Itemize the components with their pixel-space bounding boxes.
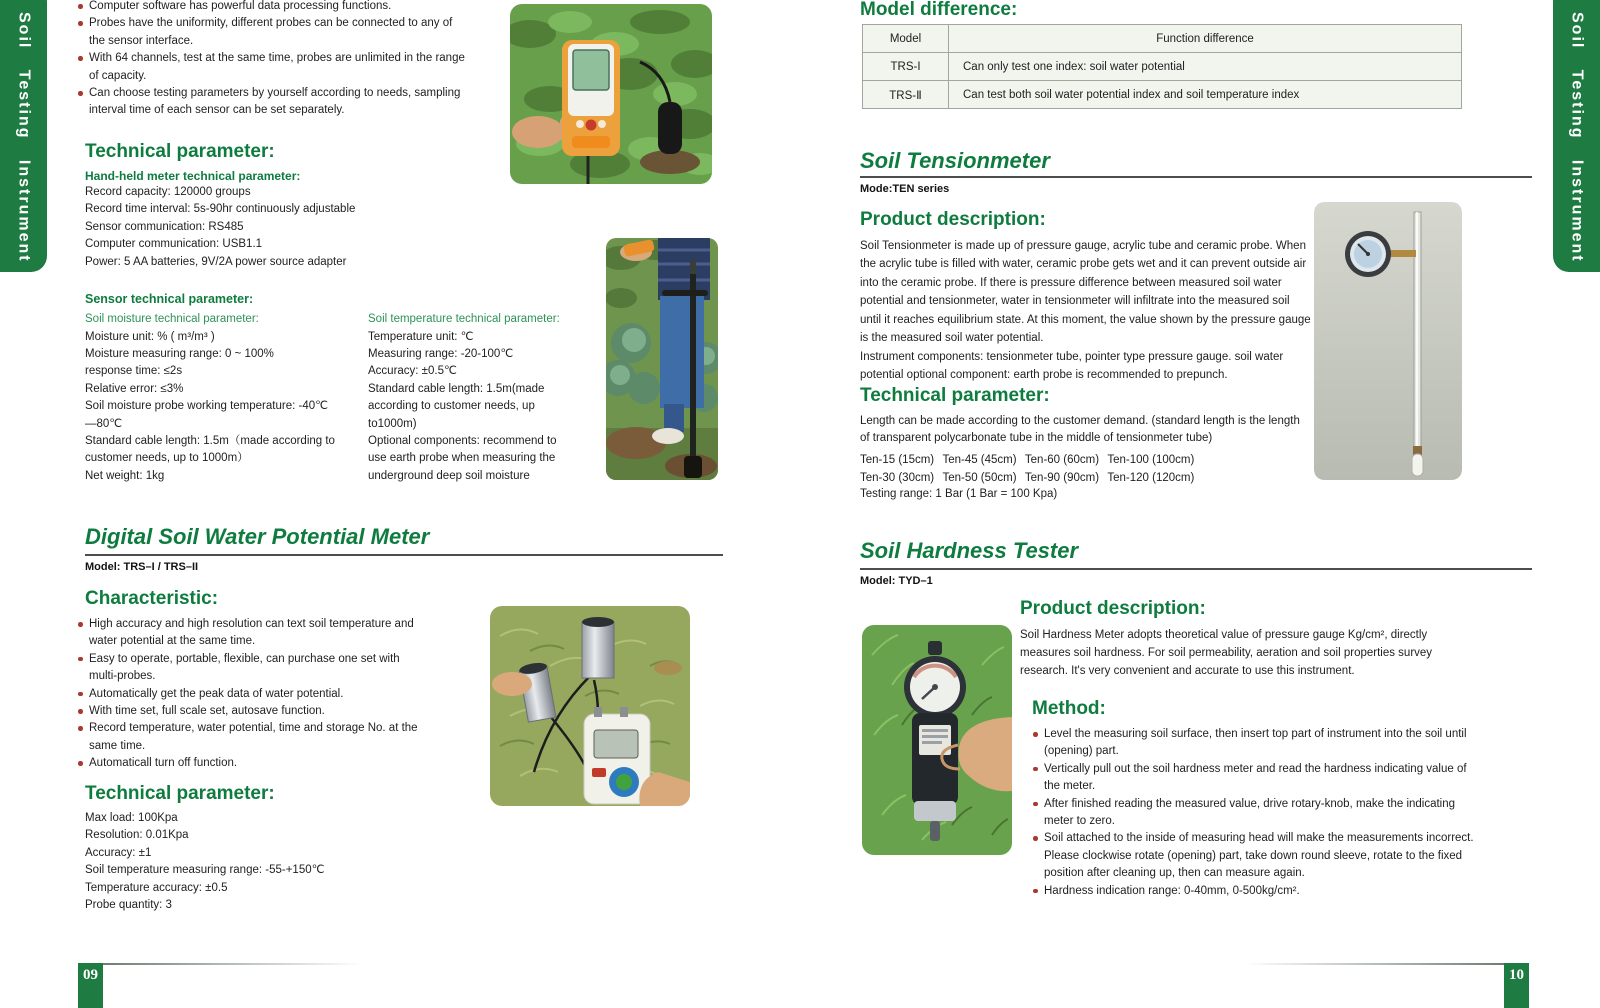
hardness-description-heading: Product description: [1020,598,1206,619]
tensionmeter-technical-heading: Technical parameter: [860,385,1050,406]
table-cell-model: TRS-Ⅱ [863,81,949,109]
title-rule [860,568,1532,570]
tensionmeter-sizes-row1 [860,450,1194,468]
spec-line: Probe quantity: 3 [85,899,172,912]
tensionmeter-components-paragraph: Instrument components: tensionmeter tube, pointer type pressure gauge. soil water potential optional component: earth probe is recommended to prepunch. [860,351,1284,382]
page-number-left [78,963,103,1008]
method-step: After finished reading the measured value, drive rotary-knob, make the indicating meter to zero. [1032,796,1476,831]
spec-line: response time: ≤2s [85,365,183,378]
tensionmeter-sizes-row2 [860,468,1194,486]
characteristic-item: Record temperature, water potential, time and storage No. at the same time. [77,720,429,755]
method-heading: Method: [1032,698,1106,719]
intro-bullet: Probes have the uniformity, different probes can be connected to any of the sensor interface. [77,15,469,50]
spec-line: Soil temperature measuring range: -55-+150℃ [85,864,325,877]
size-option: Ten-90 (90cm) [1024,472,1100,484]
page-number-right [1504,963,1529,1008]
water-potential-meter-title: Digital Soil Water Potential Meter [85,524,430,549]
spec-line: Optional components: recommend to use earth probe when measuring the underground deep soil moisture [368,434,557,482]
title-rule [85,554,723,556]
sensor-parameter-subheading: Sensor technical parameter: [85,292,254,306]
spec-line: Sensor communication: RS485 [85,220,244,233]
technical-parameter-heading: Technical parameter: [85,141,275,162]
characteristic-item: Easy to operate, portable, flexible, can purchase one set with multi-probes. [77,651,429,686]
spec-line: Soil moisture probe working temperature: -40℃—80℃ [85,400,329,430]
size-option: Ten-100 (100cm) [1107,454,1195,466]
photo-handheld-meter-field [510,4,712,184]
page-number-right-value: 10 [1509,967,1524,983]
spec-line: Record time interval: 5s-90hr continuously adjustable [85,203,356,216]
spec-line: Moisture measuring range: 0 ~ 100% [85,347,274,360]
page-number-left-value: 09 [83,967,98,983]
spec-line: Measuring range: -20-100℃ [368,347,514,360]
photo-hardness-tester [862,625,1012,855]
hardness-description-paragraph: Soil Hardness Meter adopts theoretical value of pressure gauge Kg/cm², directly measures soil hardness. For soil permeability, aeration and soil properties survey research. It's very convenient and accurate to use this instrument. [1020,629,1433,677]
spec-line: Resolution: 0.01Kpa [85,829,189,842]
right-page-side-tab [1553,0,1600,272]
hardness-tester-model: Model: TYD–1 [860,575,933,587]
method-step: Hardness indication range: 0-40mm, 0-500kg/cm². [1032,883,1476,900]
table-cell-function: Can test both soil water potential index and soil temperature index [949,81,1462,109]
water-potential-meter-model: Model: TRS–I / TRS–II [85,561,199,573]
model-difference-table [862,24,1462,109]
handheld-parameter-lines [85,184,505,271]
soil-moisture-parameter-block [85,311,339,485]
characteristic-list [77,616,429,773]
tensionmeter-testing-range: Testing range: 1 Bar (1 Bar = 100 Kpa) [860,488,1058,500]
characteristic-item: High accuracy and high resolution can text soil temperature and water potential at the same time. [77,616,429,651]
table-cell-function: Can only test one index: soil water potential [949,53,1462,81]
spec-line: Standard cable length: 1.5m(made according to customer needs, up to1000m) [368,382,545,430]
table-row [863,81,1462,109]
spec-line: Relative error: ≤3% [85,382,184,395]
soil-moisture-parameter-title: Soil moisture technical parameter: [85,313,259,325]
spec-line: Accuracy: ±0.5℃ [368,365,457,378]
table-row [863,53,1462,81]
spec-line: Record capacity: 120000 groups [85,186,251,198]
page-number-right-rule [1244,963,1504,965]
photo-water-potential-meter-grass [490,606,690,806]
size-option: Ten-60 (60cm) [1024,454,1100,466]
water-meter-technical-heading: Technical parameter: [85,783,275,804]
spec-line: Accuracy: ±1 [85,846,152,859]
table-header-row [863,25,1462,53]
left-page-side-tab [0,0,47,272]
size-option: Ten-30 (30cm) [860,472,935,484]
water-meter-technical-lines [85,810,505,914]
method-step: Soil attached to the inside of measuring head will make the measurements incorrect. Please clockwise rotate (opening) part, take down round sleeve, rotate to the fixed position after cleaning up, then can measure again. [1032,830,1476,882]
method-step: Level the measuring soil surface, then insert top part of instrument into the soil until (opening) part. [1032,726,1476,761]
intro-bullet: Can choose testing parameters by yourself according to needs, sampling interval time of each sensor can be set separately. [77,85,469,120]
model-difference-heading: Model difference: [860,0,1018,20]
size-option: Ten-50 (50cm) [942,472,1017,484]
tensionmeter-description-heading: Product description: [860,209,1046,230]
tensionmeter-model: Mode:TEN series [860,183,950,195]
hardness-tester-title: Soil Hardness Tester [860,538,1079,563]
title-rule [860,176,1532,178]
method-step: Vertically pull out the soil hardness meter and read the hardness indicating value of the meter. [1032,761,1476,796]
characteristic-item: Automatically get the peak data of water potential. [77,686,429,703]
size-option: Ten-45 (45cm) [942,454,1017,466]
spec-line: Computer communication: USB1.1 [85,238,263,251]
characteristic-item: Automaticall turn off function. [77,755,429,772]
handheld-parameter-subheading: Hand-held meter technical parameter: [85,169,301,183]
spec-line: Power: 5 AA batteries, 9V/2A power source adapter [85,255,347,268]
page-number-left-rule [103,963,363,965]
spec-line: Moisture unit: % ( m³/m³ ) [85,330,215,343]
spec-line: Max load: 100Kpa [85,812,178,824]
photo-tensionmeter [1314,202,1462,480]
spec-line: Standard cable length: 1.5m（made according to customer needs, up to 1000m） [85,434,335,465]
tensionmeter-title: Soil Tensionmeter [860,148,1050,173]
tensionmeter-technical-intro: Length can be made according to the customer demand. (standard length is the length of transparent polycarbonate tube in the middle of tensionmeter tube) [860,415,1300,445]
spec-line: Temperature unit: ℃ [368,330,474,343]
tensionmeter-description-paragraph: Soil Tensionmeter is made up of pressure gauge, acrylic tube and ceramic probe. When the acrylic tube is filled with water, ceramic probe gets wet and it can prevent outside air into the ceramic probe. If there is pressure difference between measured soil water potential and tensionmeter, water in tensionmeter will infiltrate into the measured soil until it reaches equilibrium state. At this moment, the value shown by the pressure gauge is the measured soil water potential. [860,240,1311,345]
soil-temperature-parameter-block [368,311,568,485]
method-list [1032,726,1476,900]
intro-bullet: Computer software has powerful data processing functions. [77,0,469,15]
right-tab-label: Soil Testing Instrument [1568,12,1586,263]
photo-soil-probe-field [606,238,718,480]
intro-bullet-list [77,0,469,120]
characteristic-heading: Characteristic: [85,588,219,609]
size-option: Ten-120 (120cm) [1107,472,1195,484]
table-cell-model: TRS-I [863,53,949,81]
left-tab-label: Soil Testing Instrument [15,12,33,263]
size-option: Ten-15 (15cm) [860,454,935,466]
soil-temperature-parameter-title: Soil temperature technical parameter: [368,313,560,325]
table-header-model: Model [863,25,949,53]
characteristic-item: With time set, full scale set, autosave function. [77,703,429,720]
spec-line: Net weight: 1kg [85,469,165,482]
intro-bullet: With 64 channels, test at the same time, probes are unlimited in the range of capacity. [77,50,469,85]
table-header-function: Function difference [949,25,1462,53]
spec-line: Temperature accuracy: ±0.5 [85,881,228,894]
